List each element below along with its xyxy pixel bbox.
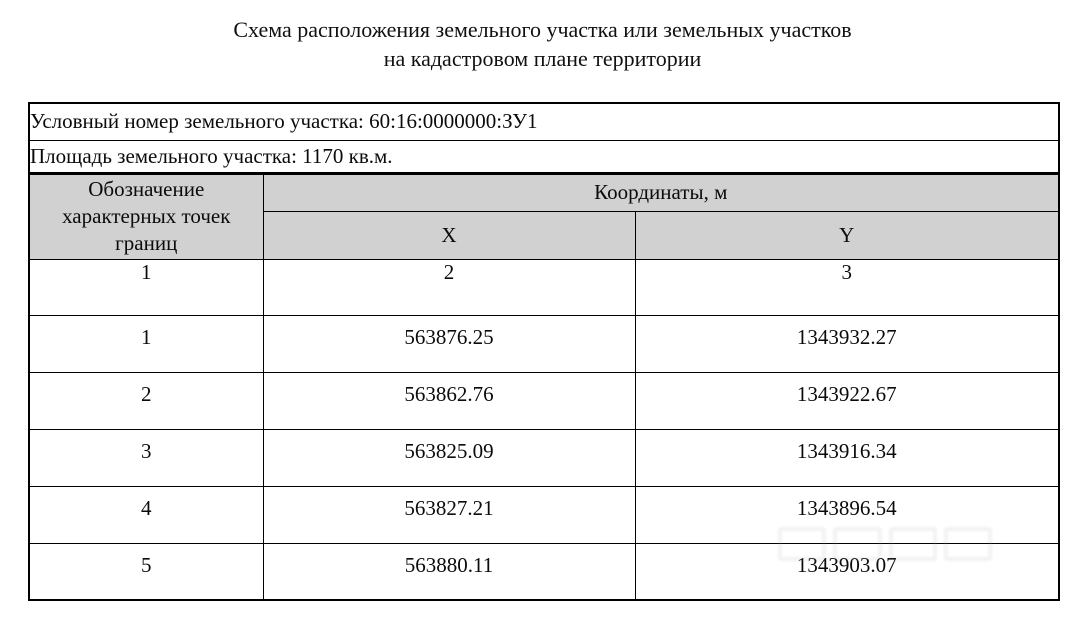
page-title-line2: на кадастровом плане территории (383, 46, 702, 71)
x-value-cell: 563880.11 (263, 543, 635, 600)
page-title-line1: Схема расположения земельного участка или земельных участков (233, 17, 852, 42)
coordinates-table (28, 102, 1060, 601)
point-cell: 3 (29, 429, 263, 486)
point-cell: 4 (29, 486, 263, 543)
table-row (29, 543, 1059, 600)
y-value-cell: 1343932.27 (635, 315, 1059, 372)
cadastral-number-text: Условный номер земельного участка: 60:16:0000000:ЗУ1 (29, 103, 1059, 140)
col-header-coordinates: Координаты, м (263, 173, 1059, 211)
table-row (29, 372, 1059, 429)
table-row (29, 429, 1059, 486)
column-number-row (29, 259, 1059, 315)
point-cell: 1 (29, 315, 263, 372)
column-number: 2 (263, 259, 635, 315)
point-cell: 2 (29, 372, 263, 429)
x-value-cell: 563862.76 (263, 372, 635, 429)
y-value-cell: 1343896.54 (635, 486, 1059, 543)
table-row (29, 486, 1059, 543)
header-row-top (29, 173, 1059, 211)
info-row-cadastral-number (29, 103, 1059, 140)
col-header-y: Y (635, 211, 1059, 259)
column-number: 1 (29, 259, 263, 315)
column-number: 3 (635, 259, 1059, 315)
x-value-cell: 563825.09 (263, 429, 635, 486)
point-cell: 5 (29, 543, 263, 600)
y-value-cell: 1343922.67 (635, 372, 1059, 429)
table-row (29, 315, 1059, 372)
x-value-cell: 563827.21 (263, 486, 635, 543)
area-text: Площадь земельного участка: 1170 кв.м. (29, 140, 1059, 173)
x-value-cell: 563876.25 (263, 315, 635, 372)
info-row-area (29, 140, 1059, 173)
y-value-cell: 1343916.34 (635, 429, 1059, 486)
col-header-x: X (263, 211, 635, 259)
page-title (0, 15, 1085, 73)
col-header-designation: Обозначение характерных точек границ (29, 173, 263, 259)
y-value-cell: 1343903.07 (635, 543, 1059, 600)
